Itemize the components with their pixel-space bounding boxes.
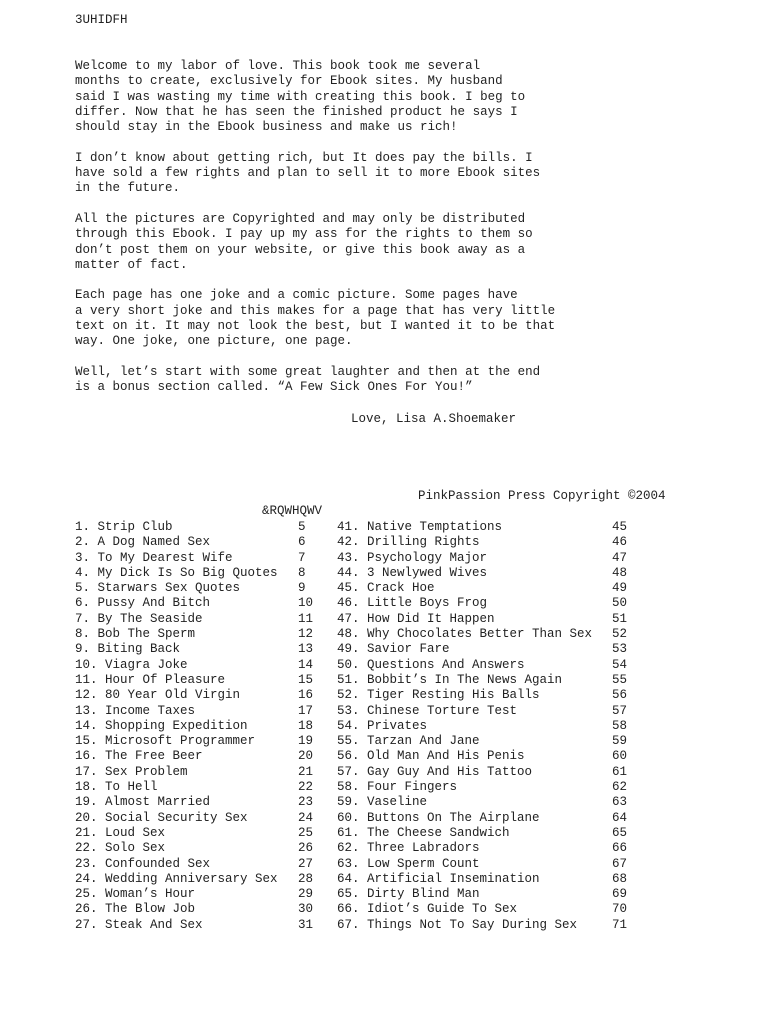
toc-entry[interactable]	[75, 673, 335, 688]
toc-entry-page-number: 69	[612, 887, 628, 902]
toc-entry-page-number: 19	[298, 734, 314, 749]
toc-entry[interactable]	[75, 872, 335, 887]
intro-paragraph: Welcome to my labor of love. This book took me several months to create, exclusively for Ebook sites. My husband said I was wasting my time with creating this book. I beg to differ. Now that he has seen the finished product he says I should stay in the Ebook business and make us rich!	[75, 59, 526, 135]
toc-entry-title: 17. Sex Problem	[75, 764, 188, 779]
toc-entry-title: 11. Hour Of Pleasure	[75, 672, 226, 687]
toc-entry[interactable]	[337, 658, 637, 673]
toc-entry-title: 13. Income Taxes	[75, 703, 196, 718]
toc-entry-title: 2. A Dog Named Sex	[75, 535, 211, 550]
toc-entry[interactable]	[75, 551, 335, 566]
toc-entry-title: 25. Woman’s Hour	[75, 887, 196, 902]
toc-entry[interactable]	[75, 887, 335, 902]
toc-entry[interactable]	[75, 566, 335, 581]
toc-entry-title: 58. Four Fingers	[337, 780, 458, 795]
toc-entry-title: 59. Vaseline	[337, 795, 428, 810]
toc-entry-page-number: 26	[298, 841, 314, 856]
toc-entry-page-number: 67	[612, 856, 628, 871]
toc-entry-page-number: 51	[612, 611, 628, 626]
toc-entry-page-number: 20	[298, 749, 314, 764]
toc-entry[interactable]	[337, 826, 637, 841]
toc-heading: &RQWHQWV	[262, 504, 323, 518]
toc-entry-page-number: 71	[612, 917, 628, 932]
toc-entry-title: 66. Idiot’s Guide To Sex	[337, 902, 518, 917]
toc-entry-title: 24. Wedding Anniversary Sex	[75, 871, 278, 886]
toc-entry[interactable]	[337, 872, 637, 887]
toc-entry-title: 10. Viagra Joke	[75, 657, 188, 672]
toc-entry-title: 46. Little Boys Frog	[337, 596, 488, 611]
toc-entry-page-number: 12	[298, 627, 314, 642]
toc-entry-title: 60. Buttons On The Airplane	[337, 810, 540, 825]
toc-entry[interactable]	[75, 704, 335, 719]
toc-entry-title: 56. Old Man And His Penis	[337, 749, 525, 764]
toc-entry[interactable]	[337, 918, 637, 933]
toc-entry[interactable]	[337, 719, 637, 734]
toc-entry-title: 47. How Did It Happen	[337, 611, 495, 626]
toc-entry-title: 19. Almost Married	[75, 795, 211, 810]
toc-entry-page-number: 65	[612, 825, 628, 840]
toc-entry-page-number: 46	[612, 535, 628, 550]
toc-entry[interactable]	[337, 811, 637, 826]
toc-entry-title: 26. The Blow Job	[75, 902, 196, 917]
toc-entry[interactable]	[75, 581, 335, 596]
toc-right-column	[337, 520, 637, 933]
toc-entry-page-number: 45	[612, 520, 628, 534]
toc-entry-page-number: 24	[298, 810, 314, 825]
toc-entry-title: 61. The Cheese Sandwich	[337, 825, 510, 840]
toc-entry-page-number: 54	[612, 657, 628, 672]
toc-entry-title: 1. Strip Club	[75, 520, 173, 534]
toc-entry-page-number: 16	[298, 688, 314, 703]
toc-entry-page-number: 9	[298, 581, 306, 596]
toc-entry[interactable]	[75, 734, 335, 749]
toc-entry-title: 9. Biting Back	[75, 642, 181, 657]
toc-entry[interactable]	[75, 826, 335, 841]
toc-entry[interactable]	[337, 551, 637, 566]
toc-entry[interactable]	[75, 841, 335, 856]
toc-entry-title: 6. Pussy And Bitch	[75, 596, 211, 611]
toc-entry-title: 51. Bobbit’s In The News Again	[337, 672, 563, 687]
toc-entry-page-number: 62	[612, 780, 628, 795]
toc-entry[interactable]	[337, 887, 637, 902]
toc-entry[interactable]	[337, 581, 637, 596]
toc-entry-page-number: 7	[298, 550, 306, 565]
toc-entry-title: 12. 80 Year Old Virgin	[75, 688, 241, 703]
toc-entry[interactable]	[75, 719, 335, 734]
toc-entry[interactable]	[337, 673, 637, 688]
toc-entry[interactable]	[75, 780, 335, 795]
toc-entry-page-number: 53	[612, 642, 628, 657]
toc-left-column	[75, 520, 335, 933]
toc-entry[interactable]	[337, 642, 637, 657]
toc-entry-page-number: 28	[298, 871, 314, 886]
toc-entry[interactable]	[75, 857, 335, 872]
toc-entry-page-number: 17	[298, 703, 314, 718]
toc-entry-title: 45. Crack Hoe	[337, 581, 435, 596]
toc-entry-title: 16. The Free Beer	[75, 749, 203, 764]
toc-entry[interactable]	[75, 658, 335, 673]
toc-entry-title: 27. Steak And Sex	[75, 917, 203, 932]
toc-entry[interactable]	[75, 535, 335, 550]
toc-entry-title: 62. Three Labradors	[337, 841, 480, 856]
toc-entry-page-number: 18	[298, 718, 314, 733]
toc-entry-title: 5. Starwars Sex Quotes	[75, 581, 241, 596]
toc-entry[interactable]	[337, 841, 637, 856]
toc-entry-page-number: 25	[298, 825, 314, 840]
toc-entry-page-number: 13	[298, 642, 314, 657]
copyright-notice: PinkPassion Press Copyright ©2004	[418, 489, 666, 503]
toc-entry[interactable]	[75, 765, 335, 780]
toc-entry-title: 4. My Dick Is So Big Quotes	[75, 565, 278, 580]
toc-entry-page-number: 30	[298, 902, 314, 917]
toc-entry-page-number: 31	[298, 917, 314, 932]
toc-entry[interactable]	[337, 704, 637, 719]
page-header-title: 3UHIDFH	[75, 13, 128, 27]
toc-entry-title: 54. Privates	[337, 718, 428, 733]
toc-entry-page-number: 29	[298, 887, 314, 902]
toc-entry-title: 50. Questions And Answers	[337, 657, 525, 672]
toc-entry-page-number: 59	[612, 734, 628, 749]
toc-entry[interactable]	[75, 902, 335, 917]
toc-entry[interactable]	[75, 795, 335, 810]
toc-entry-title: 18. To Hell	[75, 780, 158, 795]
toc-entry[interactable]	[337, 749, 637, 764]
toc-entry-title: 64. Artificial Insemination	[337, 871, 540, 886]
toc-entry-page-number: 52	[612, 627, 628, 642]
toc-entry-page-number: 10	[298, 596, 314, 611]
toc-entry[interactable]	[75, 642, 335, 657]
toc-entry[interactable]	[337, 857, 637, 872]
toc-entry-title: 21. Loud Sex	[75, 825, 166, 840]
toc-entry-title: 42. Drilling Rights	[337, 535, 480, 550]
toc-entry-title: 20. Social Security Sex	[75, 810, 248, 825]
toc-entry[interactable]	[337, 902, 637, 917]
toc-entry-page-number: 55	[612, 672, 628, 687]
toc-entry-title: 48. Why Chocolates Better Than Sex	[337, 627, 593, 642]
toc-entry-page-number: 61	[612, 764, 628, 779]
toc-entry-page-number: 56	[612, 688, 628, 703]
signature: Love, Lisa A.Shoemaker	[351, 412, 517, 426]
toc-entry-page-number: 68	[612, 871, 628, 886]
toc-entry-title: 53. Chinese Torture Test	[337, 703, 518, 718]
toc-entry[interactable]	[337, 734, 637, 749]
toc-entry-title: 43. Psychology Major	[337, 550, 488, 565]
toc-entry[interactable]	[337, 596, 637, 611]
toc-entry[interactable]	[337, 612, 637, 627]
toc-entry[interactable]	[75, 811, 335, 826]
toc-entry-title: 67. Things Not To Say During Sex	[337, 917, 578, 932]
toc-entry[interactable]	[75, 918, 335, 933]
toc-entry-page-number: 66	[612, 841, 628, 856]
toc-entry-page-number: 50	[612, 596, 628, 611]
toc-entry-title: 3. To My Dearest Wife	[75, 550, 233, 565]
toc-entry-page-number: 27	[298, 856, 314, 871]
toc-entry-page-number: 57	[612, 703, 628, 718]
toc-entry-page-number: 6	[298, 535, 306, 550]
toc-entry[interactable]	[337, 765, 637, 780]
toc-entry[interactable]	[75, 749, 335, 764]
toc-entry-page-number: 60	[612, 749, 628, 764]
toc-entry[interactable]	[337, 795, 637, 810]
toc-entry-page-number: 21	[298, 764, 314, 779]
toc-entry-page-number: 47	[612, 550, 628, 565]
toc-entry-page-number: 5	[298, 520, 306, 534]
toc-entry-title: 23. Confounded Sex	[75, 856, 211, 871]
toc-entry-title: 65. Dirty Blind Man	[337, 887, 480, 902]
toc-entry-page-number: 14	[298, 657, 314, 672]
toc-entry-page-number: 23	[298, 795, 314, 810]
toc-entry-page-number: 11	[298, 611, 314, 626]
toc-entry-page-number: 48	[612, 565, 628, 580]
toc-entry-title: 14. Shopping Expedition	[75, 718, 248, 733]
toc-entry-page-number: 15	[298, 672, 314, 687]
toc-entry-title: 49. Savior Fare	[337, 642, 450, 657]
toc-entry-title: 8. Bob The Sperm	[75, 627, 196, 642]
toc-entry-title: 7. By The Seaside	[75, 611, 203, 626]
toc-entry[interactable]	[337, 566, 637, 581]
toc-entry[interactable]	[75, 688, 335, 703]
intro-paragraph: All the pictures are Copyrighted and may only be distributed through this Ebook. I pay up my ass for the rights to them so don’t post them on your website, or give this book away as a matter of fact.	[75, 211, 533, 272]
toc-entry-title: 22. Solo Sex	[75, 841, 166, 856]
toc-entry-title: 57. Gay Guy And His Tattoo	[337, 764, 533, 779]
toc-entry-page-number: 64	[612, 810, 628, 825]
intro-paragraph: Each page has one joke and a comic picture. Some pages have a very short joke and this makes for a page that has very little text on it. It may not look the best, but I wanted it to be that way. One joke, one picture, one page.	[75, 288, 556, 349]
intro-paragraph: Well, let’s start with some great laughter and then at the end is a bonus section called. “A Few Sick Ones For You!”	[75, 364, 541, 395]
toc-entry[interactable]	[75, 596, 335, 611]
toc-entry-title: 41. Native Temptations	[337, 520, 503, 534]
intro-section	[75, 59, 635, 411]
toc-entry-title: 63. Low Sperm Count	[337, 856, 480, 871]
toc-entry-page-number: 22	[298, 780, 314, 795]
toc-entry-title: 55. Tarzan And Jane	[337, 734, 480, 749]
toc-entry-page-number: 8	[298, 565, 306, 580]
toc-entry-page-number: 49	[612, 581, 628, 596]
toc-entry[interactable]	[75, 612, 335, 627]
toc-entry-title: 15. Microsoft Programmer	[75, 734, 256, 749]
intro-paragraph: I don’t know about getting rich, but It does pay the bills. I have sold a few rights and plan to sell it to more Ebook sites in the future.	[75, 150, 541, 196]
toc-entry[interactable]	[337, 688, 637, 703]
toc-entry[interactable]	[337, 627, 637, 642]
toc-entry[interactable]	[337, 535, 637, 550]
toc-entry-page-number: 63	[612, 795, 628, 810]
toc-entry[interactable]	[337, 780, 637, 795]
toc-entry-title: 44. 3 Newlywed Wives	[337, 565, 488, 580]
toc-entry[interactable]	[337, 520, 637, 535]
toc-entry-page-number: 58	[612, 718, 628, 733]
toc-entry-title: 52. Tiger Resting His Balls	[337, 688, 540, 703]
toc-entry[interactable]	[75, 627, 335, 642]
toc-entry-page-number: 70	[612, 902, 628, 917]
toc-entry[interactable]	[75, 520, 335, 535]
